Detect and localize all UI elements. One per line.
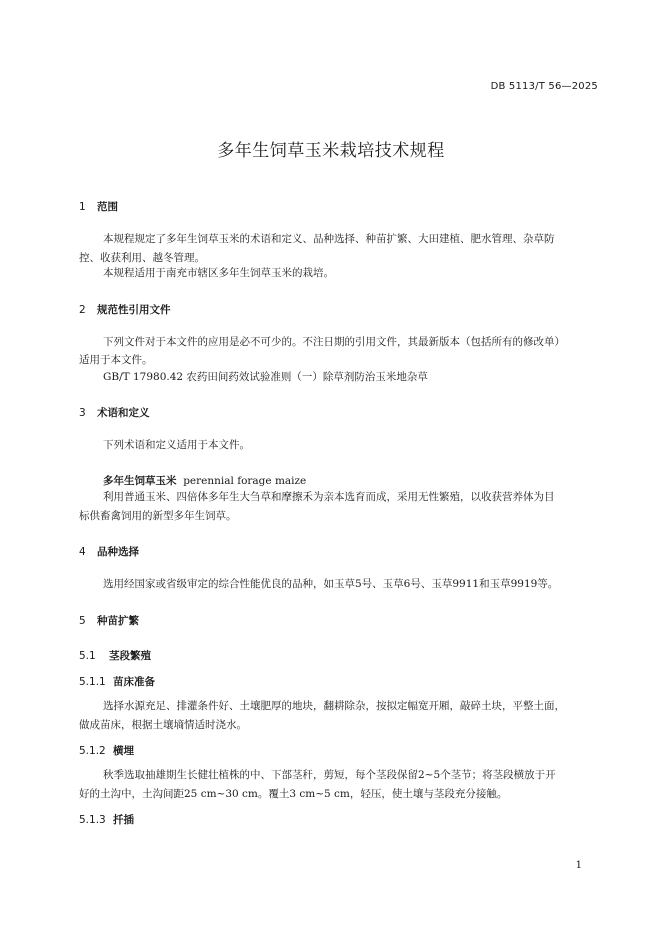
section-title: 苗床准备	[113, 676, 155, 688]
section-number: 5.1.3	[79, 814, 106, 826]
burying-paragraph-line: 好的土沟中，土沟间距25 cm~30 cm。覆土3 cm~5 cm，轻压，使土壤与茎段充分接触。	[79, 788, 508, 800]
section-5-1-3-heading	[79, 812, 134, 827]
seedbed-paragraph-line: 选择水源充足、排灌条件好、土壤肥厚的地块，翻耕除杂，按拟定幅宽开厢，敲碎土块，平整土面，	[103, 700, 565, 712]
section-number: 5.1	[79, 650, 96, 662]
section-3-heading	[79, 405, 150, 420]
section-5-heading	[79, 613, 139, 628]
section-2-heading	[79, 302, 171, 317]
section-number: 5	[79, 615, 86, 627]
section-number: 4	[79, 546, 86, 558]
terms-intro: 下列术语和定义适用于本文件。	[103, 439, 250, 451]
variety-paragraph: 选用经国家或省级审定的综合性能优良的品种，如玉草5号、玉草6号、玉草9911和玉草9919等。	[103, 578, 559, 590]
term-chinese: 多年生饲草玉米	[103, 475, 177, 487]
seedbed-paragraph-line: 做成苗床，根据土壤墒情适时浇水。	[79, 719, 247, 731]
section-title: 扦插	[113, 814, 134, 826]
document-title: 多年生饲草玉米栽培技术规程	[217, 141, 445, 161]
section-5-1-heading	[79, 648, 151, 663]
term-english: perennial forage maize	[183, 475, 307, 487]
references-paragraph-line: 适用于本文件。	[79, 354, 153, 366]
section-title: 术语和定义	[97, 407, 150, 419]
scope-paragraph: 本规程适用于南充市辖区多年生饲草玉米的栽培。	[103, 267, 334, 279]
page-number: 1	[575, 860, 582, 871]
section-title: 茎段繁殖	[109, 650, 151, 662]
section-title: 种苗扩繁	[97, 615, 139, 627]
section-title: 规范性引用文件	[97, 304, 171, 316]
term-definition-line: 标供畜禽饲用的新型多年生饲草。	[79, 510, 237, 522]
term-definition-line: 利用普通玉米、四倍体多年生大刍草和摩擦禾为亲本选育而成，采用无性繁殖，以收获营养体为目	[103, 491, 555, 503]
section-number: 1	[79, 201, 86, 213]
section-4-heading	[79, 544, 139, 559]
section-5-1-2-heading	[79, 743, 134, 758]
section-title: 范围	[97, 201, 118, 213]
section-title: 品种选择	[97, 546, 139, 558]
section-1-heading	[79, 199, 118, 214]
scope-paragraph-line: 本规程规定了多年生饲草玉米的术语和定义、品种选择、种苗扩繁、大田建植、肥水管理、杂草防	[103, 233, 555, 245]
scope-paragraph-line: 控、收获利用、越冬管理。	[79, 252, 205, 264]
section-number: 3	[79, 407, 86, 419]
document-number: DB 5113/T 56—2025	[490, 81, 598, 92]
burying-paragraph-line: 秋季选取抽雄期生长健壮植株的中、下部茎秆，剪短，每个茎段保留2~5个茎节；将茎段横放于开	[103, 769, 556, 781]
section-number: 5.1.1	[79, 676, 106, 688]
section-number: 5.1.2	[79, 745, 106, 757]
section-number: 2	[79, 304, 86, 316]
references-paragraph-line: 下列文件对于本文件的应用是必不可少的。不注日期的引用文件，其最新版本（包括所有的修改单）	[103, 336, 565, 348]
section-5-1-1-heading	[79, 674, 155, 689]
term-entry	[103, 473, 306, 488]
section-title: 横埋	[113, 745, 134, 757]
reference-item: GB/T 17980.42 农药田间药效试验准则（一）除草剂防治玉米地杂草	[103, 371, 428, 383]
